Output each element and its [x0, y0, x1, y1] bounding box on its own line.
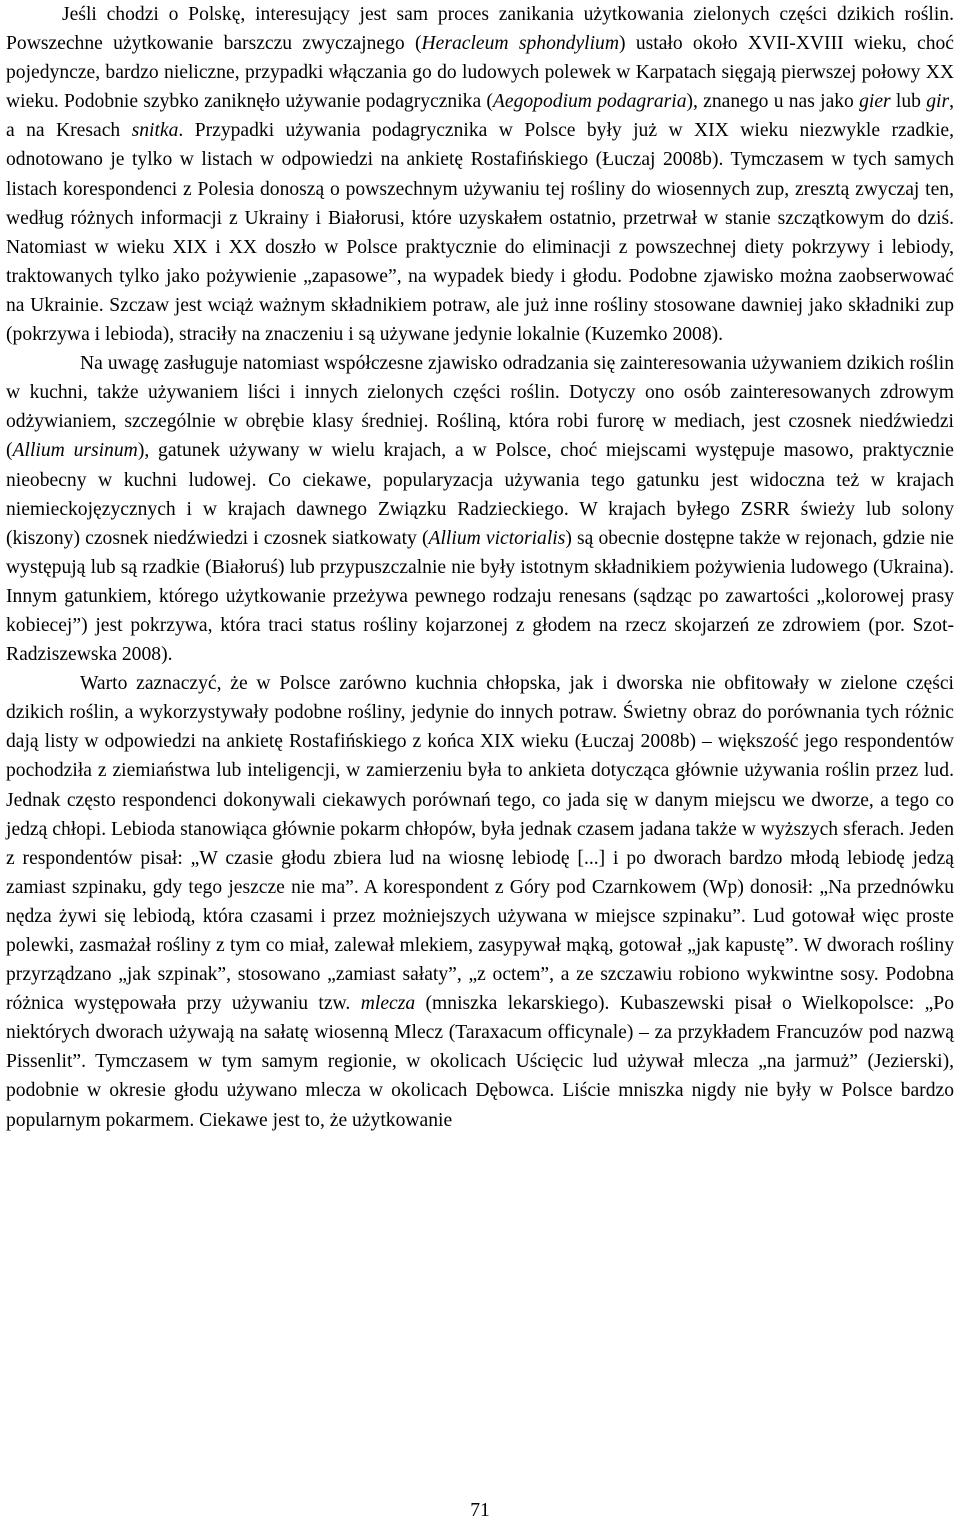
text-run: lub — [890, 91, 927, 113]
text-run: , a na Kresach — [6, 91, 954, 142]
italic-term: Allium victorialis — [428, 527, 566, 549]
text-run: ) są obecnie dostępne także w rejonach, gdzie nie występują lub są rzadkie (Białoruś) lub przypuszczalnie nie były istotnym składnikiem pożywienia ludowego (Ukraina). Innym gatunkiem, którego użytkowanie przeżywa pewnego rodzaju renesans (sądząc po zawartości „kolorowej prasy kobiecej”) jest pokrzywa, która traci status rośliny kojarzonej z głodem na rzecz skojarzeń ze zdrowiem (por. Szot-Radziszewska 2008). — [6, 527, 955, 666]
italic-term: Allium ursinum — [12, 440, 138, 462]
italic-term: Aegopodium podagraria — [492, 91, 687, 113]
text-run: ), znanego u nas jako — [686, 91, 860, 113]
italic-term: Heracleum sphondylium — [421, 33, 619, 55]
italic-term: gier — [859, 91, 891, 113]
italic-term: snitka — [131, 120, 179, 142]
text-run: Na uwagę zasługuje natomiast współczesne zjawisko odradzania się zainteresowania używaniem dzikich roślin w kuchni, także używaniem liści i innych zielonych części roślin. Dotyczy ono osób zainteresowanych zdrowym odżywianiem, szczególnie w obrębie klasy średniej. Rośliną, która robi furorę w mediach, jest czosnek niedźwiedzi ( — [6, 353, 954, 462]
paragraph-2 — [6, 349, 954, 669]
paragraph-3 — [6, 669, 954, 1135]
text-run: . Przypadki używania podagrycznika w Polsce były już w XIX wieku niezwykle rzadkie, odnotowano je tylko w listach w odpowiedzi na ankietę Rostafińskiego (Łuczaj 2008b). Tymczasem w tych samych listach korespondenci z Polesia donoszą o powszechnym używaniu tej rośliny do wiosennych zup, zresztą zwyczaj ten, według różnych informacji z Ukrainy i Białorusi, które uzyskałem ostatnio, przetrwał w stanie szczątkowym do dziś. Natomiast w wieku XIX i XX doszło w Polsce praktycznie do eliminacji z powszechnej diety pokrzywy i lebiody, traktowanych tylko jako pożywienie „zapasowe”, na wypadek biedy i głodu. Podobne zjawisko można zaobserwować na Ukrainie. Szczaw jest wciąż ważnym składnikiem potraw, ale już inne rośliny stosowane dawniej jako składniki zup (pokrzywa i lebioda), straciły na znaczeniu i są używane jedynie lokalnie (Kuzemko 2008). — [6, 120, 954, 346]
italic-term: mlecza — [360, 993, 416, 1015]
italic-term: gir — [926, 91, 950, 113]
text-run: Warto zaznaczyć, że w Polsce zarówno kuchnia chłopska, jak i dworska nie obfitowały w zielone części dzikich roślin, a wykorzystywały podobne rośliny, jedynie do innych potraw. Świetny obraz do porównania tych różnic dają listy w odpowiedzi na ankietę Rostafińskiego z końca XIX wieku (Łuczaj 2008b) – większość jego respondentów pochodziła z ziemiaństwa lub inteligencji, w zamierzeniu była to ankieta dotycząca głównie używania roślin przez lud. Jednak często respondenci dokonywali ciekawych porównań tego, co jada się w danym miejscu we dworze, a tego co jedzą chłopi. Lebioda stanowiąca głównie pokarm chłopów, była jednak czasem jadana także w wyższych sferach. Jeden z respondentów pisał: „W czasie głodu zbiera lud na wiosnę lebiodę [...] i po dworach bardzo młodą lebiodę jedzą zamiast szpinaku, gdy tego jeszcze nie ma”. A korespondent z Góry pod Czarnkowem (Wp) donosił: „Na przednówku nędza żywi się lebiodą, która czasami i przez możniejszych używana w miejsce szpinaku”. Lud gotował więc proste polewki, zasmażał rośliny z tym co miał, zalewał mlekiem, zasypywał mąką, gotował „jak kapustę”. W dworach rośliny przyrządzano „jak szpinak”, stosowano „zamiast sałaty”, „z octem”, a ze szczawiu robiono wykwintne sosy. Podobna różnica występowała przy używaniu tzw. — [6, 673, 954, 1015]
text-run: ) ustało około XVII-XVIII wieku, choć pojedyncze, bardzo nieliczne, przypadki włączania go do ludowych polewek w Karpatach sięgają pierwszej połowy XX wieku. Podobnie szybko zaniknęło używanie podagrycznika ( — [6, 33, 954, 113]
text-run: (mniszka lekarskiego). Kubaszewski pisał o Wielkopolsce: „Po niektórych dworach używają na sałatę wiosenną Mlecz (Taraxacum officynale) – za przykładem Francuzów pod nazwą Pissenlit”. Tymczasem w tym samym regionie, w okolicach Uścięcic lud używał mlecza „na jarmuż” (Jezierski), podobnie w okresie głodu używano mlecza w okolicach Dębowca. Liście mniszka nigdy nie były w Polsce bardzo popularnym pokarmem. Ciekawe jest to, że użytkowanie — [6, 993, 954, 1131]
paragraph-1 — [6, 0, 954, 349]
text-run: Jeśli chodzi o Polskę, interesujący jest sam proces zanikania użytkowania zielonych części dzikich roślin. Powszechne użytkowanie barszczu zwyczajnego ( — [6, 4, 954, 55]
page-number: 71 — [470, 1500, 490, 1521]
text-run: ), gatunek używany w wielu krajach, a w Polsce, choć miejscami występuje masowo, praktycznie nieobecny w kuchni ludowej. Co ciekawe, popularyzacja używania tego gatunku jest widoczna też w krajach niemieckojęzycznych i w krajach dawnego Związku Radzieckiego. W krajach byłego ZSRR świeży lub solony (kiszony) czosnek niedźwiedzi i czosnek siatkowaty ( — [6, 440, 954, 549]
document-page — [6, 0, 954, 1135]
